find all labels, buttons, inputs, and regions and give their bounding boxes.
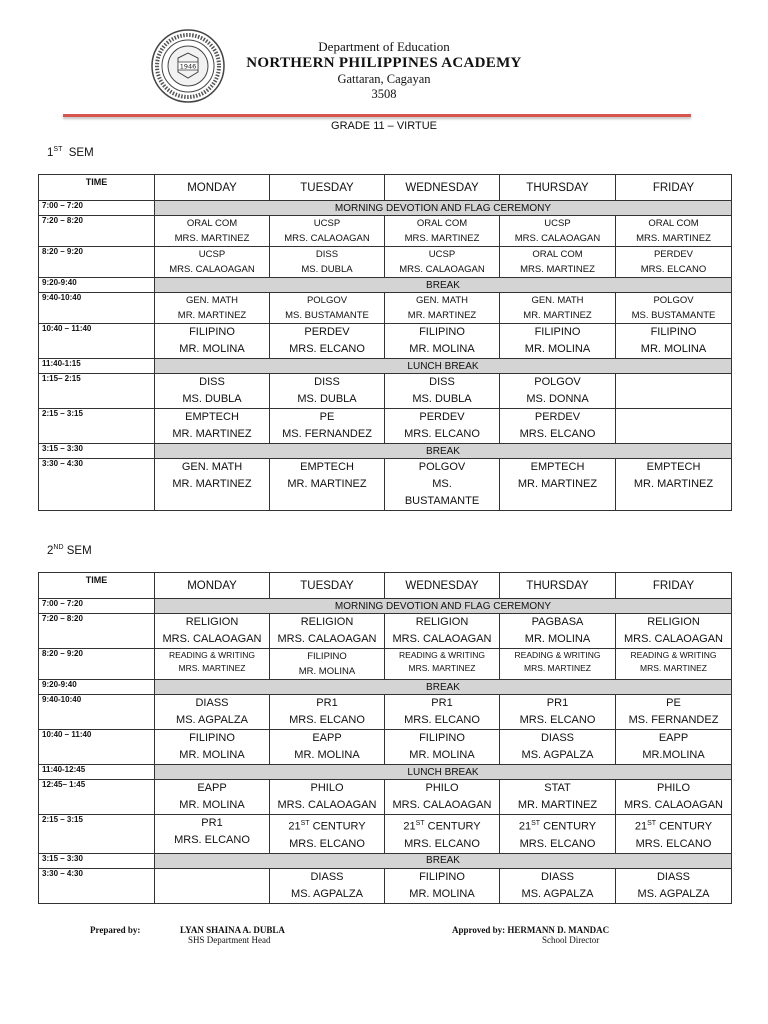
schedule-cell-line: EAPP	[658, 732, 689, 744]
table-row	[39, 780, 732, 815]
schedule-cell-line: MR. MOLINA	[409, 749, 475, 761]
schedule-cell-line: MS. FERNANDEZ	[282, 428, 372, 440]
schedule-cell-line: MS. DUBLA	[412, 393, 472, 405]
sem2-label: 2ND SEM	[47, 544, 92, 557]
schedule-cell-line: DIASS	[540, 870, 574, 883]
schedule-cell-line: MRS. MARTINEZ	[524, 663, 591, 673]
schedule-cell	[270, 324, 385, 359]
schedule-cell-line: MRS. CALAOAGAN	[284, 233, 370, 244]
schedule-cell-line: MS. AGPALZA	[637, 887, 710, 900]
schedule-cell-line: MS. AGPALZA	[521, 887, 594, 900]
time-slot: 10:40 – 11:40	[39, 730, 155, 765]
schedule-cell	[500, 730, 616, 765]
schedule-cell-line: MRS. CALAOAGAN	[514, 233, 601, 244]
schedule-cell-line: MRS. ELCANO	[289, 837, 365, 850]
schedule-cell	[155, 459, 270, 511]
table-row	[39, 444, 732, 459]
schedule-cell-line: FILIPINO	[650, 326, 697, 338]
schedule-cell	[500, 695, 616, 730]
sem1-label: 1ST SEM	[47, 146, 94, 159]
table-row	[39, 374, 732, 409]
schedule-cell	[500, 409, 616, 444]
schedule-cell	[270, 649, 385, 680]
table-row	[39, 459, 732, 511]
schedule-cell-line: MRS. MARTINEZ	[520, 264, 595, 275]
schedule-cell-line: GEN. MATH	[531, 295, 584, 306]
time-slot: 9:20-9:40	[39, 680, 155, 695]
schedule-cell-line: READING & WRITING	[169, 650, 255, 660]
schedule-cell-line: POLGOV	[653, 295, 694, 306]
schedule-cell-line: MRS. CALAOAGAN	[169, 264, 255, 275]
schedule-cell	[385, 868, 500, 903]
schedule-cell	[155, 409, 270, 444]
svg-text:1946: 1946	[179, 62, 197, 71]
time-slot: 7:00 – 7:20	[39, 201, 155, 216]
schedule-cell-line: MRS. ELCANO	[635, 837, 712, 850]
schedule-cell	[500, 324, 616, 359]
schedule-cell-line: MR. MARTINEZ	[287, 478, 367, 490]
schedule-cell-line: MS. DUBLA	[297, 393, 357, 405]
schedule-cell	[155, 649, 270, 680]
schedule-cell-line: MS. AGPALZA	[176, 714, 248, 726]
table-header-row	[39, 573, 732, 599]
table-header-row	[39, 175, 732, 201]
grade-section-title: GRADE 11 – VIRTUE	[331, 120, 437, 132]
schedule-cell-line: MRS. ELCANO	[640, 264, 707, 275]
schedule-cell	[500, 614, 616, 649]
schedule-cell	[500, 374, 616, 409]
schedule-cell-line: MS. DONNA	[526, 393, 589, 405]
schedule-cell-line: MR. MARTINEZ	[177, 310, 247, 321]
schedule-cell-line: EMPTECH	[646, 461, 701, 473]
schedule-cell	[616, 695, 732, 730]
schedule-cell-line: MR. MOLINA	[409, 343, 475, 355]
schedule-cell	[500, 868, 616, 903]
schedule-cell	[385, 459, 500, 511]
schedule-cell-line: EAPP	[312, 732, 342, 744]
department-title: Department of Education	[318, 39, 450, 54]
schedule-cell-line: MRS. CALAOAGAN	[162, 633, 262, 645]
schedule-cell-line: MRS. ELCANO	[289, 343, 365, 355]
schedule-cell-line: PAGBASA	[531, 616, 584, 628]
time-slot: 11:40-1:15	[39, 359, 155, 374]
time-slot: 3:15 – 3:30	[39, 444, 155, 459]
table-row	[39, 680, 732, 695]
schedule-cell-line: MS. AGPALZA	[291, 887, 363, 900]
table-row	[39, 278, 732, 293]
schedule-cell-line: 21ST CENTURY	[403, 820, 481, 833]
schedule-cell-line: ORAL COM	[186, 218, 238, 229]
table-row	[39, 359, 732, 374]
schedule-cell	[270, 409, 385, 444]
schedule-cell-line: FILIPINO	[189, 326, 235, 338]
schedule-cell-line: READING & WRITING	[630, 650, 717, 660]
time-slot: 3:30 – 4:30	[39, 868, 155, 903]
time-slot: 10:40 – 11:40	[39, 324, 155, 359]
schedule-cell-line: MS.	[432, 478, 452, 490]
schedule-cell-line: PERDEV	[304, 326, 350, 338]
schedule-cell-line: FILIPINO	[307, 651, 347, 662]
schedule-cell	[385, 216, 500, 247]
schedule-cell-line: PR1	[546, 697, 569, 709]
schedule-cell	[500, 649, 616, 680]
table-row	[39, 247, 732, 278]
schedule-cell-line: MR. MARTINEZ	[633, 478, 714, 490]
column-header: WEDNESDAY	[385, 175, 500, 201]
column-header: TUESDAY	[270, 175, 385, 201]
column-header: MONDAY	[155, 175, 270, 201]
schedule-cell	[385, 374, 500, 409]
schedule-cell-line: MRS. CALAOAGAN	[392, 633, 492, 645]
schedule-cell	[500, 216, 616, 247]
schedule-cell	[385, 815, 500, 854]
schedule-cell	[155, 695, 270, 730]
schedule-cell-line: MR. MOLINA	[298, 666, 356, 677]
schedule-cell-line: MRS. ELCANO	[404, 428, 480, 440]
table-row	[39, 853, 732, 868]
time-slot: 2:15 – 3:15	[39, 409, 155, 444]
schedule-cell-line: MS. FERNANDEZ	[628, 714, 719, 726]
schedule-cell-line: MR. MOLINA	[524, 633, 591, 645]
schedule-cell	[385, 409, 500, 444]
table-row	[39, 599, 732, 614]
span-activity: MORNING DEVOTION AND FLAG CEREMONY	[155, 201, 732, 216]
schedule-cell	[270, 868, 385, 903]
schedule-cell-line: 21ST CENTURY	[634, 820, 713, 833]
schedule-cell-line: PERDEV	[653, 249, 694, 260]
schedule-cell-line: MR.MOLINA	[642, 749, 705, 761]
schedule-cell	[385, 247, 500, 278]
schedule-cell-line: FILIPINO	[419, 732, 465, 744]
schedule-cell-line: MRS. CALAOAGAN	[392, 799, 492, 811]
schedule-cell-line: MR. MOLINA	[179, 343, 245, 355]
schedule-cell-line: MRS. MARTINEZ	[408, 663, 476, 673]
schedule-cell	[270, 695, 385, 730]
column-header: FRIDAY	[616, 573, 732, 599]
schedule-cell-line: MR. MARTINEZ	[517, 799, 598, 811]
schedule-cell-line: PHILO	[656, 782, 690, 794]
schedule-cell-line: ORAL COM	[532, 249, 583, 260]
school-zip: 3508	[371, 87, 397, 101]
schedule-cell-line: POLGOV	[418, 461, 466, 473]
schedule-cell-line: DIASS	[540, 732, 574, 744]
schedule-cell	[616, 247, 732, 278]
approved-by-title: School Director	[542, 935, 600, 945]
school-address: Gattaran, Cagayan	[337, 72, 431, 86]
time-slot: 2:15 – 3:15	[39, 815, 155, 854]
schedule-cell-line: EMPTECH	[185, 411, 239, 423]
schedule-cell-line: MR. MARTINEZ	[407, 310, 477, 321]
schedule-cell-line: MRS. MARTINEZ	[178, 663, 246, 673]
column-header: THURSDAY	[500, 175, 616, 201]
column-header: FRIDAY	[616, 175, 732, 201]
schedule-cell-line: READING & WRITING	[399, 650, 485, 660]
schedule-cell-line: MR. MARTINEZ	[172, 478, 252, 490]
schedule-cell-line: MRS. CALAOAGAN	[623, 799, 724, 811]
schedule-cell-line: GEN. MATH	[185, 295, 239, 306]
schedule-cell-line: EAPP	[197, 782, 227, 794]
time-slot: 11:40-12:45	[39, 765, 155, 780]
time-slot: 8:20 – 9:20	[39, 649, 155, 680]
schedule-cell	[385, 730, 500, 765]
schedule-cell	[155, 216, 270, 247]
time-slot: 7:00 – 7:20	[39, 599, 155, 614]
schedule-cell	[270, 374, 385, 409]
schedule-cell-line: DIASS	[195, 697, 229, 709]
schedule-cell-line: STAT	[544, 782, 571, 794]
schedule-cell	[616, 614, 732, 649]
schedule-cell-line: PR1	[431, 697, 453, 709]
schedule-cell	[616, 216, 732, 247]
schedule-cell-line: PR1	[201, 817, 223, 829]
column-header: TUESDAY	[270, 573, 385, 599]
schedule-cell	[616, 459, 732, 511]
column-header: TIME	[39, 175, 155, 201]
table-row	[39, 649, 732, 680]
schedule-cell	[270, 730, 385, 765]
schedule-cell	[616, 780, 732, 815]
schedule-cell	[155, 324, 270, 359]
schedule-cell-line: FILIPINO	[419, 870, 465, 883]
schedule-cell	[270, 614, 385, 649]
schedule-cell	[385, 649, 500, 680]
schedule-cell-line: MRS. MARTINEZ	[636, 233, 711, 244]
header-divider	[63, 114, 691, 117]
table-row	[39, 614, 732, 649]
table-row	[39, 815, 732, 854]
time-slot: 3:15 – 3:30	[39, 853, 155, 868]
schedule-cell-line: GEN. MATH	[181, 461, 243, 473]
schedule-cell-line: DISS	[315, 249, 339, 260]
schedule-cell-line: EMPTECH	[300, 461, 354, 473]
schedule-cell-line: RELIGION	[647, 616, 700, 628]
schedule-cell	[385, 695, 500, 730]
schedule-cell-line: UCSP	[428, 249, 456, 260]
schedule-cell-line: MR. MOLINA	[294, 749, 360, 761]
schedule-cell-line: UCSP	[544, 218, 571, 229]
schedule-cell	[155, 247, 270, 278]
schedule-cell-line: MS. BUSTAMANTE	[285, 310, 369, 321]
time-slot: 7:20 – 8:20	[39, 216, 155, 247]
schedule-cell-line: MRS. ELCANO	[519, 428, 596, 440]
schedule-cell	[155, 614, 270, 649]
schedule-cell-line: DISS	[429, 376, 455, 388]
column-header: WEDNESDAY	[385, 573, 500, 599]
column-header: MONDAY	[155, 573, 270, 599]
schedule-cell	[616, 409, 732, 444]
span-activity: MORNING DEVOTION AND FLAG CEREMONY	[155, 599, 732, 614]
schedule-cell-line: POLGOV	[534, 376, 581, 388]
table-row	[39, 730, 732, 765]
schedule-cell	[385, 293, 500, 324]
time-slot: 9:40-10:40	[39, 695, 155, 730]
schedule-cell-line: MRS. ELCANO	[404, 837, 480, 850]
schedule-cell-line: MR. MOLINA	[640, 343, 707, 355]
schedule-cell-line: 21ST CENTURY	[288, 820, 366, 833]
schedule-cell-line: MRS. ELCANO	[174, 834, 250, 846]
schedule-cell-line: BUSTAMANTE	[404, 495, 480, 507]
schedule-cell-line: PERDEV	[534, 411, 581, 423]
schedule-cell-line: MRS. ELCANO	[404, 714, 480, 726]
schedule-cell	[270, 815, 385, 854]
schedule-cell-line: MR. MARTINEZ	[523, 310, 592, 321]
schedule-cell	[616, 649, 732, 680]
schedule-cell-line: MRS. ELCANO	[519, 714, 596, 726]
table-row	[39, 324, 732, 359]
schedule-cell-line: DISS	[314, 376, 340, 388]
schedule-cell	[155, 730, 270, 765]
schedule-cell-line: EMPTECH	[530, 461, 585, 473]
schedule-cell-line: UCSP	[313, 218, 341, 229]
schedule-cell	[155, 780, 270, 815]
schedule-cell-line: ORAL COM	[416, 218, 468, 229]
schedule-cell	[270, 459, 385, 511]
schedule-cell-line: PE	[319, 411, 335, 423]
schedule-cell	[155, 868, 270, 903]
schedule-cell-line: MR. MOLINA	[524, 343, 591, 355]
schedule-cell-line: FILIPINO	[534, 326, 581, 338]
schedule-cell-line: GEN. MATH	[415, 295, 469, 306]
schedule-cell	[616, 868, 732, 903]
schedule-cell-line: MRS. MARTINEZ	[404, 233, 480, 244]
schedule-cell	[616, 324, 732, 359]
schedule-cell-line: MRS. CALAOAGAN	[277, 799, 377, 811]
schedule-cell-line: MS. DUBLA	[301, 264, 353, 275]
time-slot: 8:20 – 9:20	[39, 247, 155, 278]
time-slot: 9:20-9:40	[39, 278, 155, 293]
span-activity: BREAK	[155, 444, 732, 459]
time-slot: 7:20 – 8:20	[39, 614, 155, 649]
schedule-cell-line: MR. MOLINA	[179, 799, 245, 811]
schedule-cell	[385, 324, 500, 359]
schedule-cell	[270, 293, 385, 324]
schedule-cell-line: MRS. MARTINEZ	[174, 233, 250, 244]
schedule-cell	[270, 216, 385, 247]
table-row	[39, 868, 732, 903]
schedule-cell	[155, 815, 270, 854]
schedule-cell-line: MR. MARTINEZ	[517, 478, 598, 490]
column-header: TIME	[39, 573, 155, 599]
prepared-by-label: Prepared by:	[90, 925, 141, 935]
schedule-cell-line: PERDEV	[419, 411, 465, 423]
schedule-cell-line: PHILO	[310, 782, 344, 794]
schedule-cell-line: MS. DUBLA	[182, 393, 242, 405]
span-activity: BREAK	[155, 278, 732, 293]
schedule-cell-line: POLGOV	[306, 295, 348, 306]
span-activity: LUNCH BREAK	[155, 359, 732, 374]
schedule-cell	[270, 247, 385, 278]
sem2-schedule-table	[38, 572, 732, 904]
schedule-cell-line: PR1	[316, 697, 338, 709]
sem1-schedule-table	[38, 174, 732, 511]
schedule-cell	[155, 293, 270, 324]
schedule-cell-line: MRS. CALAOAGAN	[277, 633, 377, 645]
time-slot: 12:45– 1:45	[39, 780, 155, 815]
prepared-by-name: LYAN SHAINA A. DUBLA	[180, 925, 285, 935]
table-row	[39, 765, 732, 780]
table-row	[39, 293, 732, 324]
approved-by: Approved by: HERMANN D. MANDAC	[452, 925, 610, 935]
schedule-cell	[270, 780, 385, 815]
schedule-cell	[500, 780, 616, 815]
schedule-cell	[616, 293, 732, 324]
schedule-cell	[500, 247, 616, 278]
schedule-cell	[155, 374, 270, 409]
schedule-cell-line: FILIPINO	[189, 732, 235, 744]
schedule-cell	[616, 730, 732, 765]
schedule-cell-line: FILIPINO	[419, 326, 465, 338]
time-slot: 9:40-10:40	[39, 293, 155, 324]
schedule-cell-line: READING & WRITING	[514, 650, 601, 660]
schedule-cell-line: DISS	[199, 376, 225, 388]
schedule-cell-line: MRS. ELCANO	[289, 714, 365, 726]
schedule-cell	[616, 815, 732, 854]
schedule-cell-line: MS. AGPALZA	[521, 749, 594, 761]
time-slot: 3:30 – 4:30	[39, 459, 155, 511]
table-row	[39, 695, 732, 730]
time-slot: 1:15– 2:15	[39, 374, 155, 409]
schedule-cell-line: UCSP	[198, 249, 226, 260]
schedule-cell-line: MRS. MARTINEZ	[640, 663, 707, 673]
schedule-cell-line: MRS. ELCANO	[519, 837, 596, 850]
schedule-cell-line: MS. BUSTAMANTE	[631, 310, 716, 321]
schedule-cell-line: MR. MARTINEZ	[172, 428, 252, 440]
schedule-cell-line: RELIGION	[185, 616, 239, 628]
schedule-cell	[500, 815, 616, 854]
schedule-cell-line: PE	[666, 697, 681, 709]
schedule-cell-line: PHILO	[425, 782, 459, 794]
schedule-cell-line: MRS. CALAOAGAN	[399, 264, 485, 275]
schedule-cell-line: ORAL COM	[648, 218, 699, 229]
table-row	[39, 216, 732, 247]
span-activity: BREAK	[155, 680, 732, 695]
span-activity: LUNCH BREAK	[155, 765, 732, 780]
schedule-cell-line: DIASS	[656, 870, 690, 883]
school-name: NORTHERN PHILIPPINES ACADEMY	[246, 55, 522, 71]
schedule-cell-line: DIASS	[310, 870, 344, 883]
table-row	[39, 201, 732, 216]
schedule-cell	[616, 374, 732, 409]
schedule-cell-line: MR. MOLINA	[409, 887, 475, 900]
schedule-cell	[500, 459, 616, 511]
column-header: THURSDAY	[500, 573, 616, 599]
span-activity: BREAK	[155, 853, 732, 868]
schedule-cell	[385, 614, 500, 649]
schedule-cell-line: MR. MOLINA	[179, 749, 245, 761]
schedule-cell	[500, 293, 616, 324]
schedule-cell-line: RELIGION	[415, 616, 469, 628]
schedule-cell-line: RELIGION	[300, 616, 354, 628]
table-row	[39, 409, 732, 444]
schedule-cell-line: MRS. CALAOAGAN	[623, 633, 724, 645]
schedule-cell	[385, 780, 500, 815]
schedule-cell-line: 21ST CENTURY	[518, 820, 597, 833]
prepared-by-title: SHS Department Head	[188, 935, 271, 945]
